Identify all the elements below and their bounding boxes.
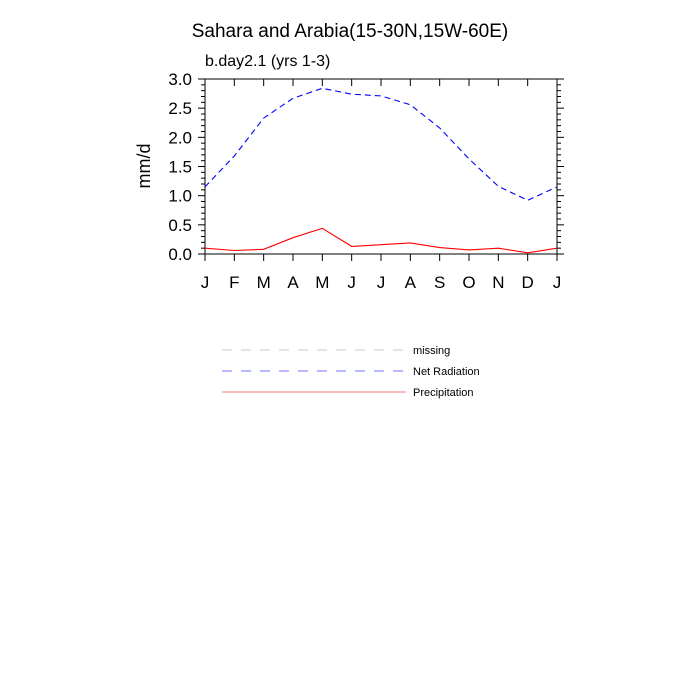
plot-area	[168, 70, 564, 292]
x-tick-label: D	[521, 273, 534, 292]
y-tick-label: 2.0	[168, 128, 192, 148]
y-tick-label: 0.5	[168, 215, 192, 235]
x-tick-label: F	[229, 273, 240, 292]
legend	[222, 345, 480, 399]
x-tick-label: M	[256, 273, 271, 292]
x-tick-label: O	[462, 273, 476, 292]
x-tick-label: A	[404, 273, 417, 292]
x-tick-label: J	[347, 273, 356, 292]
series-line-precipitation	[205, 228, 557, 253]
x-tick-label: M	[315, 273, 330, 292]
plot-frame	[205, 79, 557, 254]
chart-subtitle: b.day2.1 (yrs 1-3)	[205, 53, 331, 70]
y-axis-label: mm/d	[134, 143, 154, 189]
legend-label-precipitation: Precipitation	[413, 387, 474, 399]
y-tick-label: 1.5	[168, 157, 192, 177]
series-line-net-radiation	[205, 88, 557, 200]
y-tick-label: 0.0	[168, 245, 192, 264]
x-tick-label: J	[376, 273, 386, 292]
x-tick-label: J	[200, 273, 210, 292]
y-tick-label: 3.0	[168, 70, 192, 89]
x-tick-label: S	[433, 273, 446, 292]
x-tick-label: J	[552, 273, 562, 292]
x-tick-label: A	[287, 273, 299, 292]
legend-label-net-radiation: Net Radiation	[413, 366, 480, 378]
x-tick-label: N	[492, 273, 505, 292]
y-tick-label: 2.5	[168, 99, 192, 119]
y-tick-label: 1.0	[168, 186, 192, 206]
chart-title: Sahara and Arabia(15-30N,15W-60E)	[191, 21, 509, 42]
legend-label-missing: missing	[413, 345, 451, 357]
